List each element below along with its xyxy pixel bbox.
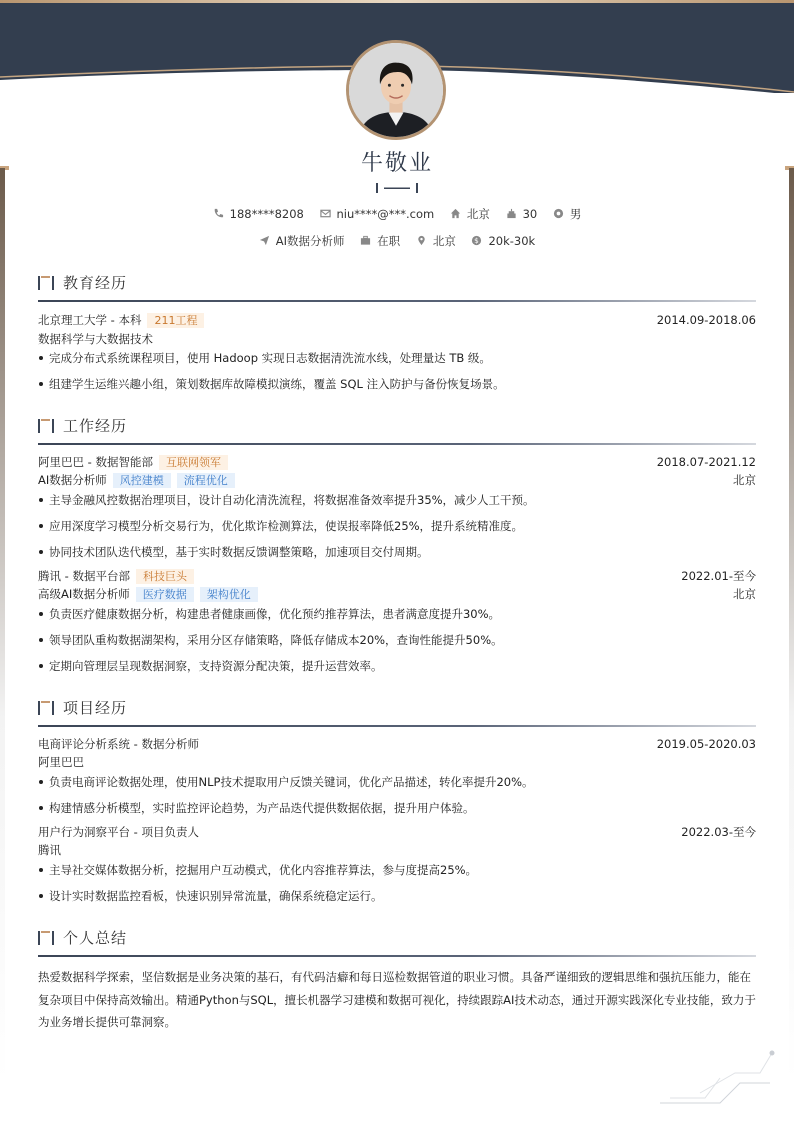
section-title-projects: 项目经历	[38, 697, 127, 718]
role-title: AI数据分析师	[38, 473, 107, 487]
cake-icon	[506, 208, 517, 219]
project-org: 阿里巴巴	[38, 755, 84, 769]
company-name: 阿里巴巴 - 数据智能部	[38, 455, 153, 469]
school-name: 北京理工大学 - 本科	[38, 313, 142, 327]
gender-item: 男	[553, 206, 582, 222]
work-role	[38, 586, 756, 602]
project-title: 用户行为洞察平台 - 项目负责人	[38, 825, 199, 839]
summary-text: 热爱数据科学探索，坚信数据是业务决策的基石，有代码洁癖和每日巡检数据管道的职业习惯。具备严谨细致的逻辑思维和强抗压能力，能在复杂项目中保持高效输出。精通Python与SQL，擅长机器学习建模和数据可视化，持续跟踪AI技术动态，通过开源实践深化专业技能，致力于为业务增长提供可靠洞察。	[38, 970, 756, 1029]
work-header	[38, 454, 756, 470]
email-icon	[320, 208, 331, 219]
school-tag: 211工程	[147, 313, 204, 328]
list-item: 主导社交媒体数据分析，挖掘用户互动模式，优化内容推荐算法，参与度提高25%。	[38, 862, 756, 878]
email-item: niu****@***.com	[320, 207, 435, 221]
section-divider	[38, 300, 756, 302]
role-title: 高级AI数据分析师	[38, 587, 130, 601]
project-title: 电商评论分析系统 - 数据分析师	[38, 737, 199, 751]
candidate-name: 牛敬业	[360, 151, 433, 176]
section-marker-icon	[38, 276, 56, 290]
company-tag: 互联网领军	[159, 455, 228, 470]
list-item: 定期向管理层呈现数据洞察，支持资源分配决策，提升运营效率。	[38, 658, 756, 674]
name-divider	[376, 182, 418, 194]
list-item: 主导金融风控数据治理项目，设计自动化清洗流程，将数据准备效率提升35%，减少人工干预。	[38, 492, 756, 508]
phone-icon	[213, 208, 224, 219]
project-header	[38, 736, 756, 752]
role-tag: 架构优化	[200, 587, 258, 602]
list-item: 领导团队重构数据湖架构，采用分区存储策略，降低存储成本20%，查询性能提升50%。	[38, 632, 756, 648]
salary-item: $ 20k-30k	[471, 234, 535, 248]
age-item: 30	[506, 207, 538, 221]
phone-item: 188****8208	[213, 207, 304, 221]
role-tag: 风控建模	[113, 473, 171, 488]
list-item: 负责电商评论数据处理，使用NLP技术提取用户反馈关键词，优化产品描述，转化率提升20%。	[38, 774, 756, 790]
svg-text:$: $	[474, 236, 480, 246]
section-title-summary: 个人总结	[38, 927, 127, 948]
send-icon	[259, 235, 270, 246]
section-marker-icon	[38, 931, 56, 945]
project-org: 腾讯	[38, 843, 61, 857]
list-item: 组建学生运维兴趣小组，策划数据库故障模拟演练，覆盖 SQL 注入防护与备份恢复场景。	[38, 376, 756, 392]
education-date: 2014.09-2018.06	[656, 313, 756, 327]
project-date: 2022.03-至今	[681, 825, 756, 839]
work-role	[38, 472, 756, 488]
right-border	[789, 168, 794, 1083]
target-position-item: AI数据分析师	[259, 233, 345, 249]
left-border	[0, 168, 5, 1083]
section-marker-icon	[38, 701, 56, 715]
project-header	[38, 824, 756, 840]
section-divider	[38, 955, 756, 957]
list-item: 构建情感分析模型，实时监控评论趋势，为产品迭代提供数据依据，提升用户体验。	[38, 800, 756, 816]
section-title-education: 教育经历	[38, 272, 127, 293]
briefcase-icon	[360, 235, 371, 246]
list-item: 负责医疗健康数据分析，构建患者健康画像，优化预约推荐算法，患者满意度提升30%。	[38, 606, 756, 622]
work-date: 2018.07-2021.12	[656, 455, 756, 469]
home-icon	[450, 208, 461, 219]
list-item: 协同技术团队迭代模型，基于实时数据反馈调整策略，加速项目交付周期。	[38, 544, 756, 560]
gender-icon	[553, 208, 564, 219]
role-tag: 医疗数据	[136, 587, 194, 602]
list-item: 应用深度学习模型分析交易行为，优化欺诈检测算法，使误报率降低25%，提升系统精准度。	[38, 518, 756, 534]
work-date: 2022.01-至今	[681, 569, 756, 583]
section-title-work: 工作经历	[38, 415, 127, 436]
section-divider	[38, 725, 756, 727]
project-date: 2019.05-2020.03	[656, 737, 756, 751]
list-item: 完成分布式系统课程项目，使用 Hadoop 实现日志数据清洗流水线，处理量达 TB 级。	[38, 350, 756, 366]
location-icon	[416, 235, 427, 246]
target-city-item: 北京	[416, 233, 456, 249]
contact-row	[0, 206, 794, 222]
education-header	[38, 312, 756, 328]
list-item: 设计实时数据监控看板，快速识别异常流量，确保系统稳定运行。	[38, 888, 756, 904]
section-marker-icon	[38, 419, 56, 433]
work-city: 北京	[733, 473, 756, 487]
job-status-item: 在职	[360, 233, 400, 249]
section-divider	[38, 443, 756, 445]
work-header	[38, 568, 756, 584]
company-name: 腾讯 - 数据平台部	[38, 569, 130, 583]
avatar	[346, 40, 446, 140]
role-tag: 流程优化	[177, 473, 235, 488]
education-major: 数据科学与大数据技术	[38, 332, 153, 346]
salary-icon	[471, 235, 482, 246]
job-intent-row	[0, 233, 794, 249]
company-tag: 科技巨头	[136, 569, 194, 584]
work-city: 北京	[733, 587, 756, 601]
hometown-item: 北京	[450, 206, 490, 222]
decorative-lines	[660, 1048, 780, 1108]
